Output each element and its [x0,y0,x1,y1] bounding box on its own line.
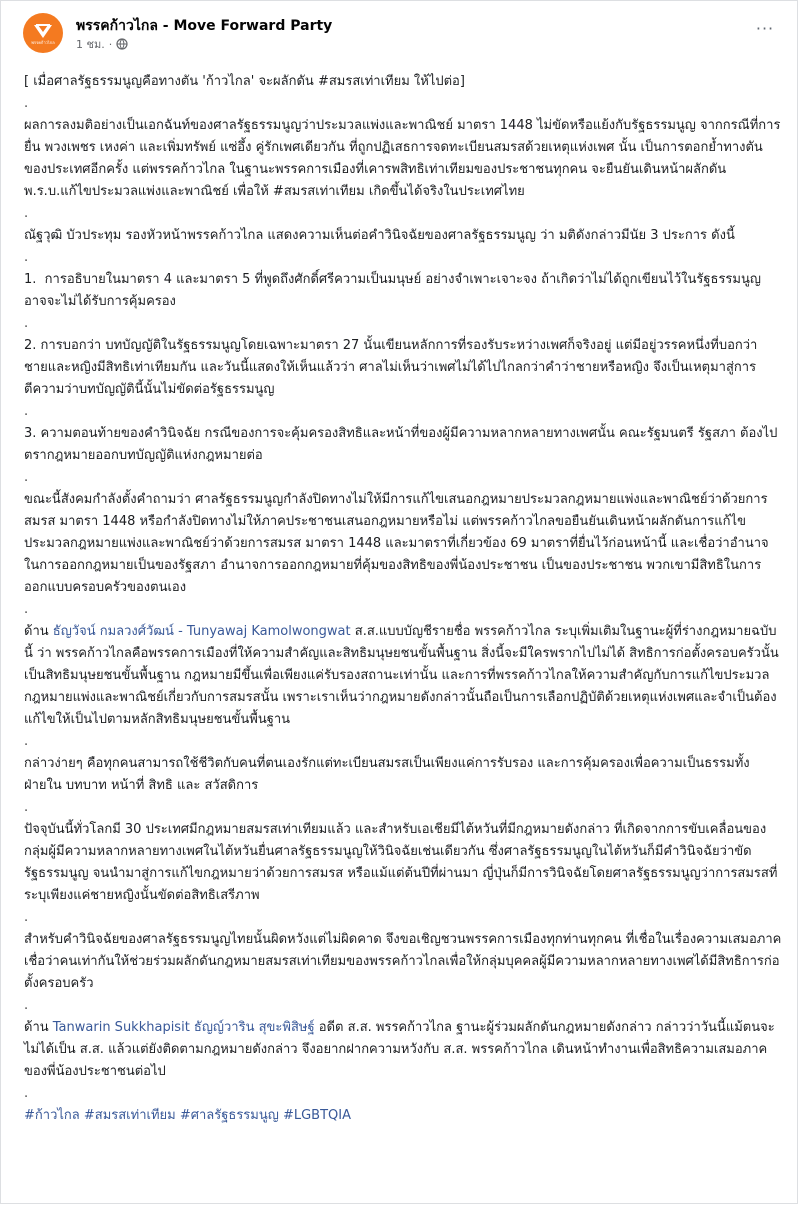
mention-link-tunyawaj[interactable]: ธัญวัจน์ กมลวงศ์วัฒน์ - Tunyawaj Kamolwongwat [52,624,351,639]
spacer-dot: . [24,800,29,815]
spacer-dot: . [24,96,29,111]
spacer-dot: . [24,250,29,265]
post-time[interactable]: 1 ชม. [76,38,105,51]
spacer-dot: . [24,998,29,1013]
globe-icon[interactable] [116,38,128,53]
spacer-dot: . [24,470,29,485]
party-logo-icon [23,13,63,53]
paragraph-3: 1. การอธิบายในมาตรา 4 และมาตรา 5 ที่พูดถึงศักดิ์ศรีความเป็นมนุษย์ อย่างจำเพาะเจาะจง ถ้าเกิดว่าไม่ได้ถูกเขียนไว้ในรัฐธรรมนูญ อาจจะไม่ได้รับการคุ้มครอง [24,272,766,309]
spacer-dot: . [24,910,29,925]
spacer-dot: . [24,316,29,331]
post-title: [ เมื่อศาลรัฐธรรมนูญคือทางตัน 'ก้าวไกล' จะผลักดัน #สมรสเท่าเทียม ให้ไปต่อ] [24,74,465,89]
paragraph-1: ผลการลงมติอย่างเป็นเอกฉันท์ของศาลรัฐธรรมนูญว่าประมวลแพ่งและพาณิชย์ มาตรา 1448 ไม่ขัดหรือแย้งกับรัฐธรรมนูญ จากกรณีที่การยื่น พวงเพชร เหงค่า และเพิ่มทรัพย์ แซ่อึ้ง คู่รักเพศเดียวกัน ที่ถูกปฏิเสธการจดทะเบียนสมรสด้วยเหตุแห่งเพศ นั้น เป็นการตอกย้ำทางตันของประเทศอีกครั้ง แต่พรรคก้าวไกล ในฐานะพรรคการเมืองที่เคารพสิทธิเท่าเทียมของประชาชนทุกคน จะยืนยันเดินหน้าผลักดัน พ.ร.บ.แก้ไขประมวลแพ่งและพาณิชย์ เพื่อให้ #สมรสเท่าเทียม เกิดขึ้นได้จริงในประเทศไทย [24,118,781,199]
paragraph-2: ณัฐวุฒิ บัวประทุม รองหัวหน้าพรรคก้าวไกล แสดงความเห็นต่อคำวินิจฉัยของศาลรัฐธรรมนูญ ว่า มติดังกล่าวมีนัย 3 ประการ ดังนี้ [24,228,735,243]
paragraph-7-prefix: ด้าน [24,624,53,639]
spacer-dot: . [24,734,29,749]
avatar-text: พรรคก้าวไกล [31,40,55,45]
spacer-dot: . [24,602,29,617]
spacer-dot: . [24,404,29,419]
paragraph-4: 2. การบอกว่า บทบัญญัติในรัฐธรรมนูญโดยเฉพาะมาตรา 27 นั้นเขียนหลักการที่รองรับระหว่างเพศก็จริงอยู่ แต่มีอยู่วรรคหนึ่งที่บอกว่า ชายและหญิงมีสิทธิเท่าเทียมกัน และวันนี้แสดงให้เห็นแล้วว่า ศาลไม่เห็นว่าเพศไม่ได้ไปไกลกว่าคำว่าชายหรือหญิง จึงเป็นเหตุมาสู่การตีความว่าบทบัญญัตินี้นั้นไม่ขัดต่อรัฐธรรมนูญ [24,338,762,397]
paragraph-9: ปัจจุบันนี้ทั่วโลกมี 30 ประเทศมีกฎหมายสมรสเท่าเทียมแล้ว และสำหรับเอเชียมีไต้หวันที่มีกฎหมายดังกล่าว ที่เกิดจากการขับเคลื่อนของกลุ่มผู้มีความหลากหลายทางเพศในไต้หวันยื่นศาลรัฐธรรมนูญให้วินิจฉัยเช่นเดียวกัน ซึ่งศาลรัฐธรรมนูญในไต้หวันก็มีคำวินิจฉัยว่าขัดรัฐธรรมนูญ จนนำมาสู่การแก้ไขกฎหมายว่าด้วยการสมรส หรือแม้แต่ต้นปีที่ผ่านมา ญี่ปุ่นก็มีการวินิจฉัยโดยศาลรัฐธรรมนูญว่าการสมรสที่ระบุเพียงแค่ชายหญิงนั้นขัดต่อสิทธิเสรีภาพ [24,822,778,903]
spacer-dot: . [24,206,29,221]
paragraph-10: สำหรับคำวินิจฉัยของศาลรัฐธรรมนูญไทยนั้นผิดหวังแต่ไม่ผิดคาด จึงขอเชิญชวนพรรคการเมืองทุกท่านทุกคน ที่เชื่อในเรื่องความเสมอภาคเชื่อว่าคนเท่ากันให้ช่วยร่วมผลักดันกฎหมายสมรสเท่าเทียมของพรรคก้าวไกลเพื่อให้กลุ่มบุคคลผู้มีความหลากหลายทางเพศได้มีสิทธิการก่อตั้งครอบครัว [24,932,782,991]
paragraph-7 [24,621,782,731]
meta-separator: · [108,38,113,51]
paragraph-7-text: ส.ส.แบบบัญชีรายชื่อ พรรคก้าวไกล ระบุเพิ่มเติมในฐานะผู้ที่ร่างกฎหมายฉบับนี้ ว่า พรรคก้าวไกลคือพรรคการเมืองที่ให้ความสำคัญและสิทธิมนุษยชนขั้นพื้นฐาน สิ่งนี้จะมีใครพรากไปไม่ได้ สิทธิการก่อตั้งครอบครัวนั้นเป็นสิทธิมนุษยชนขั้นพื้นฐาน กฎหมายมีขึ้นเพื่อเพียงแค่รับรองสถานะเท่านั้น และการที่พรรคก้าวไกลให้ความสำคัญกับการแก้ไขประมวลกฎหมายแพ่งและพาณิชย์เกี่ยวกับการสมรสนั้น เพราะเราเห็นว่ากฎหมายดังกล่าวนั้นถือเป็นการเลือกปฏิบัติด้วยเหตุแห่งเพศและจำเป็นต้องแก้ไขให้เป็นไปตามหลักสิทธิมนุษยชนขั้นพื้นฐาน [24,624,779,727]
post-meta [76,35,128,53]
paragraph-11 [24,1017,782,1083]
post-header [23,13,783,53]
spacer-dot: . [24,1086,29,1101]
page-name[interactable]: พรรคก้าวไกล - Move Forward Party [76,18,333,34]
hashtags[interactable]: #ก้าวไกล #สมรสเท่าเทียม #ศาลรัฐธรรมนูญ #LGBTQIA [24,1108,351,1123]
paragraph-11-prefix: ด้าน [24,1020,53,1035]
paragraph-5: 3. ความตอนท้ายของคำวินิจฉัย กรณีของการจะคุ้มครองสิทธิและหน้าที่ของผู้มีความหลากหลายทางเพศนั้น คณะรัฐมนตรี รัฐสภา ต้องไปตรากฎหมายออกบทบัญญัติแห่งกฎหมายต่อ [24,426,778,463]
avatar[interactable] [23,13,63,53]
paragraph-8: กล่าวง่ายๆ คือทุกคนสามารถใช้ชีวิตกับคนที่ตนเองรักแต่ทะเบียนสมรสเป็นเพียงแค่การรับรอง และการคุ้มครองเพื่อความเป็นธรรมทั้งฝ่ายใน บทบาท หน้าที่ สิทธิ และ สวัสดิการ [24,756,750,793]
paragraph-11-text: อดีต ส.ส. พรรคก้าวไกล ฐานะผู้ร่วมผลักดันกฎหมายดังกล่าว กล่าวว่าวันนี้แม้ตนจะไม่ได้เป็น ส.ส. แล้วแต่ยังติดตามกฎหมายดังกล่าว จึงอยากฝากความหวังกับ ส.ส. พรรคก้าวไกล เดินหน้าทำงานเพื่อสิทธิความเสมอภาคของพี่น้องประชาชนต่อไป [24,1020,775,1079]
more-icon[interactable]: ··· [755,19,775,38]
post-body [24,71,782,1127]
paragraph-6: ขณะนี้สังคมกำลังตั้งคำถามว่า ศาลรัฐธรรมนูญกำลังปิดทางไม่ให้มีการแก้ไขเสนอกฎหมายประมวลกฎหมายแพ่งและพาณิชย์ว่าด้วยการสมรส มาตรา 1448 หรือกำลังปิดทางไม่ให้ภาคประชาชนเสนอกฎหมายหรือไม่ แต่พรรคก้าวไกลขอยืนยันเดินหน้าผลักดันการแก้ไขประมวลกฎหมายแพ่งและพาณิชย์ว่าด้วยการสมรส มาตรา 1448 และมาตราที่เกี่ยวข้อง 69 มาตราที่ยื่นไว้ก่อนหน้านี้ และเชื่อว่าอำนาจในการออกกฎหมายเป็นของรัฐสภา อำนาจการออกกฎหมายที่คุ้มของสิทธิของพี่น้องประชาชน เป็นของประชาชน พวกเขามีสิทธิในการออกแบบครอบครัวของตนเอง [24,492,769,595]
mention-link-tanwarin[interactable]: Tanwarin Sukkhapisit ธัญญ์วาริน สุขะพิสิษฐ์ [52,1020,315,1035]
